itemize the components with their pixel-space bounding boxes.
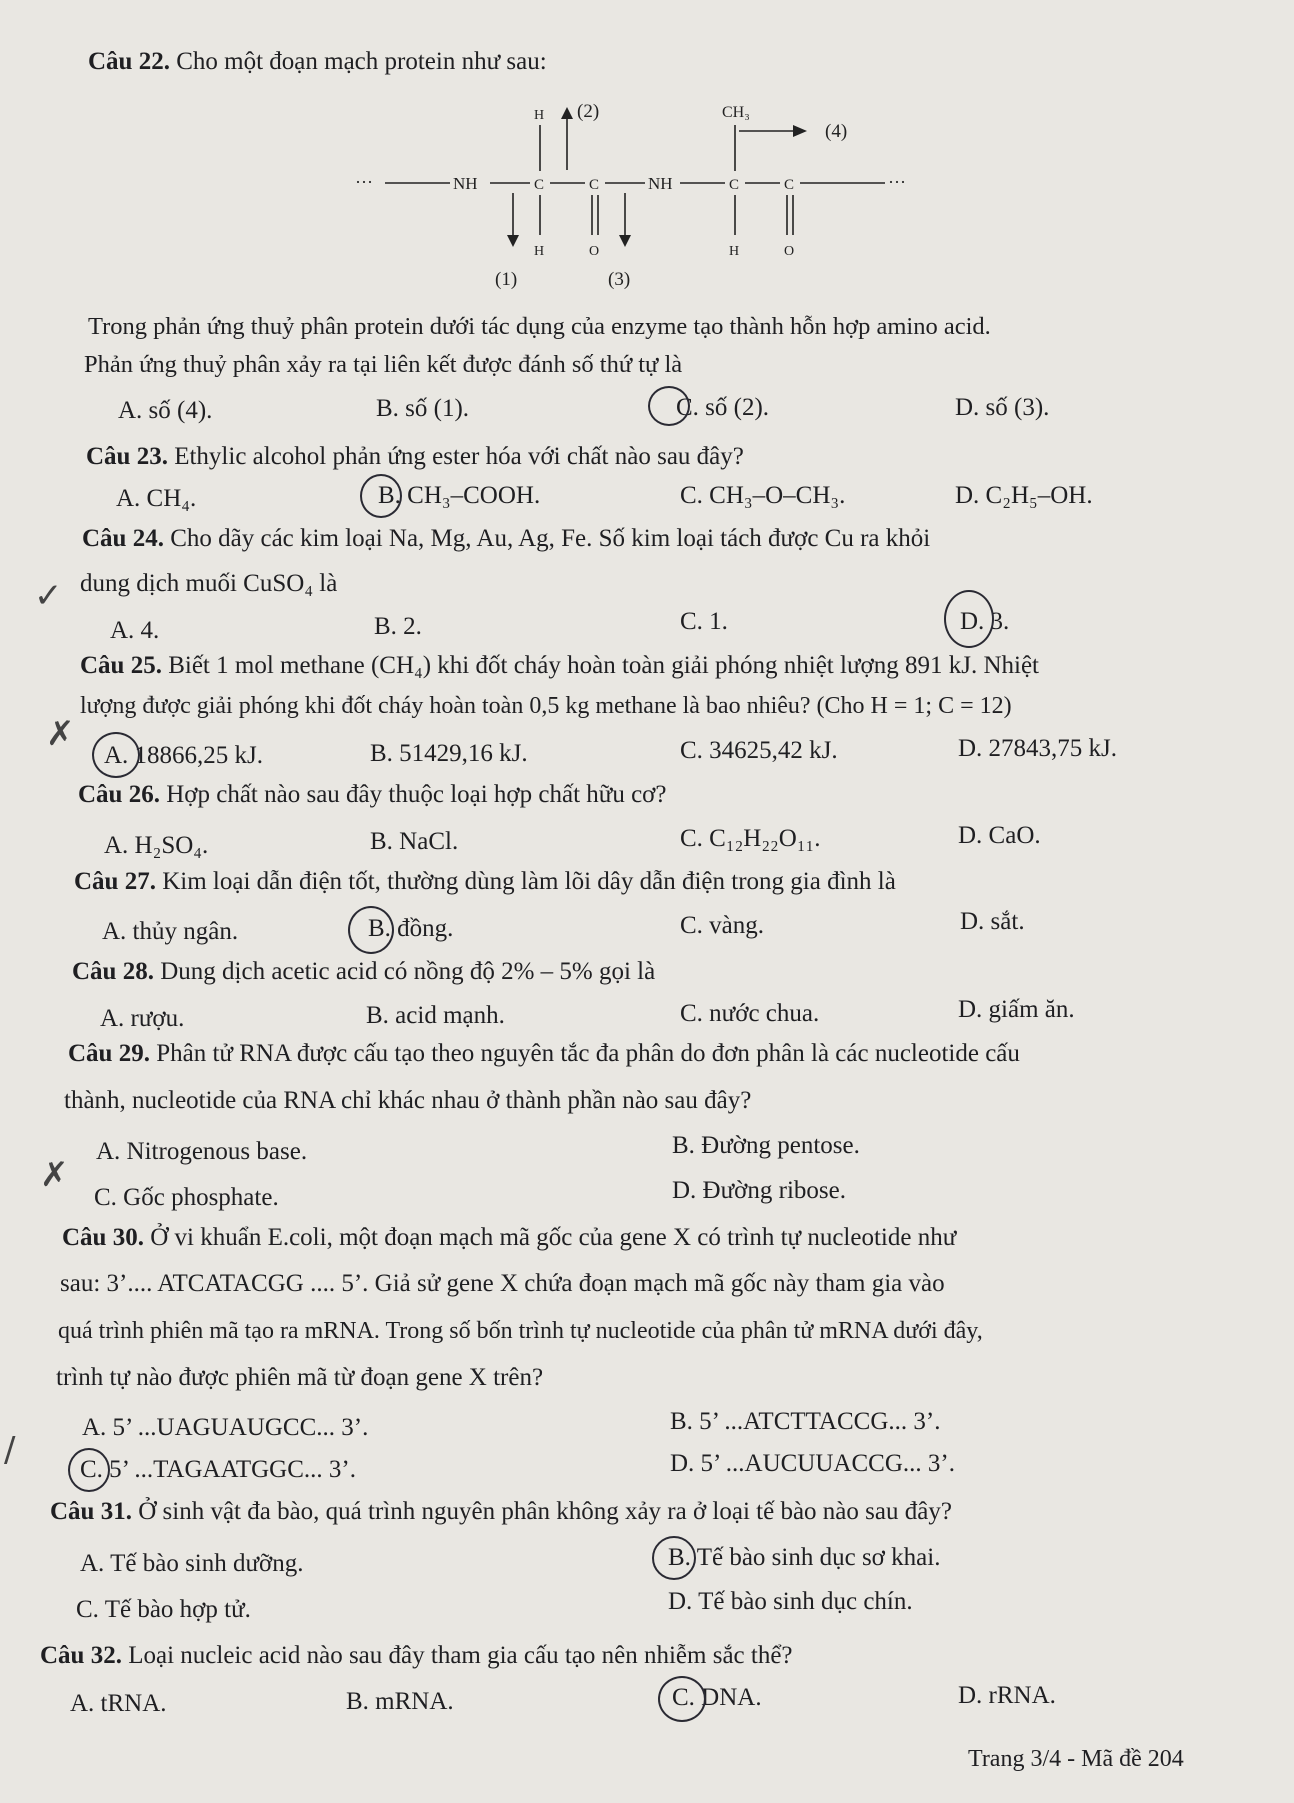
q29-option-a[interactable]: A. Nitrogenous base. [96,1138,308,1165]
answer-circle-q25 [92,732,140,778]
q26-option-a[interactable]: A. H₂SO₄. [104,832,209,859]
q25-option-d[interactable]: D. 27843,75 kJ. [958,735,1118,762]
q25-text-2: lượng được giải phóng khi đốt cháy hoàn toàn 0,5 kg methane là bao nhiêu? (Cho H = 1; C = 12) [80,693,1012,719]
q24-option-d[interactable]: D. 3. [960,608,1010,635]
ch3-label: CH₃ [722,104,750,121]
q28-label: Câu 28. [72,958,154,985]
answer-circle-q23 [360,474,402,518]
q30-option-a[interactable]: A. 5’ ...UAGUAUGCC... 3’. [82,1414,369,1441]
q23-label: Câu 23. [86,443,168,470]
h-bot1-label: H [534,244,545,259]
q26-option-d[interactable]: D. CaO. [958,822,1041,849]
q28-option-d[interactable]: D. giấm ăn. [958,996,1075,1023]
q27-option-b[interactable]: B. đồng. [368,915,454,942]
q24-option-b[interactable]: B. 2. [374,613,422,640]
q25-text-1: Biết 1 mol methane (CH₄) khi đốt cháy hoàn toàn giải phóng nhiệt lượng 891 kJ. Nhiệt [168,652,1039,679]
q28-option-b[interactable]: B. acid mạnh. [366,1002,505,1029]
q24-label: Câu 24. [82,525,164,552]
answer-circle-q22 [648,386,690,426]
q29-option-d[interactable]: D. Đường ribose. [672,1177,846,1204]
q28-option-c[interactable]: C. nước chua. [680,1000,820,1027]
q26-text: Hợp chất nào sau đây thuộc loại hợp chất hữu cơ? [166,781,667,808]
q22-option-a[interactable]: A. số (4). [118,397,213,424]
q23-text: Ethylic alcohol phản ứng ester hóa với chất nào sau đây? [174,443,744,470]
q26-heading [78,781,667,809]
o1-label: O [589,244,600,259]
q29-text-1: Phân tử RNA được cấu tạo theo nguyên tắc đa phân do đơn phân là các nucleotide cấu [156,1040,1020,1067]
q23-heading [86,443,744,471]
label-4: (4) [825,121,848,142]
answer-circle-q24 [944,590,994,648]
q24-heading [82,525,930,553]
q31-option-b[interactable]: B. Tế bào sinh dục sơ khai. [668,1544,941,1571]
q25-option-c[interactable]: C. 34625,42 kJ. [680,737,838,764]
label-2: (2) [577,101,600,122]
answer-circle-q32 [658,1676,706,1722]
q31-heading [50,1498,952,1526]
q32-option-a[interactable]: A. tRNA. [70,1690,167,1717]
q32-option-c[interactable]: C. DNA. [672,1684,762,1711]
q27-option-d[interactable]: D. sắt. [960,908,1025,935]
q30-option-c[interactable]: C. 5’ ...TAGAATGGC... 3’. [80,1456,356,1483]
q31-option-a[interactable]: A. Tế bào sinh dưỡng. [80,1550,304,1577]
q27-heading [74,868,896,896]
o2-label: O [784,244,795,259]
q31-label: Câu 31. [50,1498,132,1525]
q31-text: Ở sinh vật đa bào, quá trình nguyên phân không xảy ra ở loại tế bào nào sau đây? [138,1498,952,1525]
q22-option-d[interactable]: D. số (3). [955,394,1050,421]
q31-option-d[interactable]: D. Tế bào sinh dục chín. [668,1588,913,1615]
label-3: (3) [608,269,631,290]
q27-label: Câu 27. [74,868,156,895]
q29-option-b[interactable]: B. Đường pentose. [672,1132,860,1159]
q29-heading [68,1040,1020,1068]
c1-label: C [534,177,545,193]
q29-option-c[interactable]: C. Gốc phosphate. [94,1184,279,1211]
q23-option-a[interactable]: A. CH₄. [116,485,197,512]
q30-text-3: quá trình phiên mã tạo ra mRNA. Trong số bốn trình tự nucleotide của phân tử mRNA dưới đây, [58,1318,983,1344]
q22-option-c[interactable]: C. số (2). [676,394,770,421]
q22-heading [88,48,547,76]
answer-circle-q27 [348,906,394,954]
q30-text-4: trình tự nào được phiên mã từ đoạn gene X trên? [56,1364,544,1391]
q30-option-b[interactable]: B. 5’ ...ATCTTACCG... 3’. [670,1408,941,1435]
q32-option-d[interactable]: D. rRNA. [958,1682,1056,1709]
nh2-label: NH [648,174,673,193]
q28-text: Dung dịch acetic acid có nồng độ 2% – 5% gọi là [160,958,656,985]
q27-option-a[interactable]: A. thủy ngân. [102,918,239,945]
q30-heading [62,1224,956,1252]
q24-option-a[interactable]: A. 4. [110,617,160,644]
q23-option-b[interactable]: B. CH₃–COOH. [378,482,541,509]
page-footer: Trang 3/4 - Mã đề 204 [968,1746,1184,1772]
q32-option-b[interactable]: B. mRNA. [346,1688,454,1715]
q22-text: Cho một đoạn mạch protein như sau: [176,48,547,75]
answer-circle-q30 [68,1448,110,1492]
q31-option-c[interactable]: C. Tế bào hợp tử. [76,1596,251,1623]
q26-option-b[interactable]: B. NaCl. [370,828,459,855]
dots-left: ··· [355,172,373,192]
q24-text-1: Cho dãy các kim loại Na, Mg, Au, Ag, Fe. Số kim loại tách được Cu ra khỏi [170,525,931,552]
q27-option-c[interactable]: C. vàng. [680,912,765,939]
q32-heading [40,1642,793,1670]
q25-heading [80,652,1039,680]
q28-heading [72,958,655,986]
c3-label: C [729,177,740,193]
q22-label: Câu 22. [88,48,170,75]
q32-text: Loại nucleic acid nào sau đây tham gia cấu tạo nên nhiễm sắc thể? [128,1642,793,1669]
q22-stem-2: Phản ứng thuỷ phân xảy ra tại liên kết được đánh số thứ tự là [84,351,683,378]
q29-label: Câu 29. [68,1040,150,1067]
check-mark-q24: ✓ [34,576,63,616]
q24-text-2: dung dịch muối CuSO₄ là [80,570,338,597]
check-mark-q30: / [4,1430,16,1470]
q25-option-a[interactable]: A. 18866,25 kJ. [104,742,264,769]
c4-label: C [784,177,795,193]
q22-option-b[interactable]: B. số (1). [376,395,470,422]
q22-stem-1: Trong phản ứng thuỷ phân protein dưới tác dụng của enzyme tạo thành hỗn hợp amino acid. [88,313,991,340]
h-top-label: H [534,108,545,123]
q28-option-a[interactable]: A. rượu. [100,1005,185,1032]
q24-option-c[interactable]: C. 1. [680,608,728,635]
q23-option-d[interactable]: D. C₂H₅–OH. [955,482,1093,509]
c2-label: C [589,177,600,193]
q23-option-c[interactable]: C. CH₃–O–CH₃. [680,482,846,509]
x-mark-q29: ✗ [40,1155,69,1195]
q32-label: Câu 32. [40,1642,122,1669]
label-1: (1) [495,269,518,290]
nh1-label: NH [453,174,478,193]
q25-option-b[interactable]: B. 51429,16 kJ. [370,740,528,767]
q30-label: Câu 30. [62,1224,144,1251]
q30-text-1: Ở vi khuẩn E.coli, một đoạn mạch mã gốc của gene X có trình tự nucleotide như [150,1224,957,1251]
q30-text-2: sau: 3’.... ATCATACGG .... 5’. Giả sử gene X chứa đoạn mạch mã gốc này tham gia vào [60,1270,945,1297]
h-bot2-label: H [729,244,740,259]
answer-circle-q31 [652,1536,696,1580]
q25-label: Câu 25. [80,652,162,679]
q27-text: Kim loại dẫn điện tốt, thường dùng làm lõi dây dẫn điện trong gia đình là [162,868,896,895]
q26-option-c[interactable]: C. C₁₂H₂₂O₁₁. [680,825,821,852]
x-mark-q25: ✗ [46,714,75,754]
dots-right: ··· [888,172,906,192]
q29-text-2: thành, nucleotide của RNA chỉ khác nhau ở thành phần nào sau đây? [64,1087,752,1114]
q26-label: Câu 26. [78,781,160,808]
peptide-diagram [355,95,955,300]
q30-option-d[interactable]: D. 5’ ...AUCUUACCG... 3’. [670,1450,955,1477]
